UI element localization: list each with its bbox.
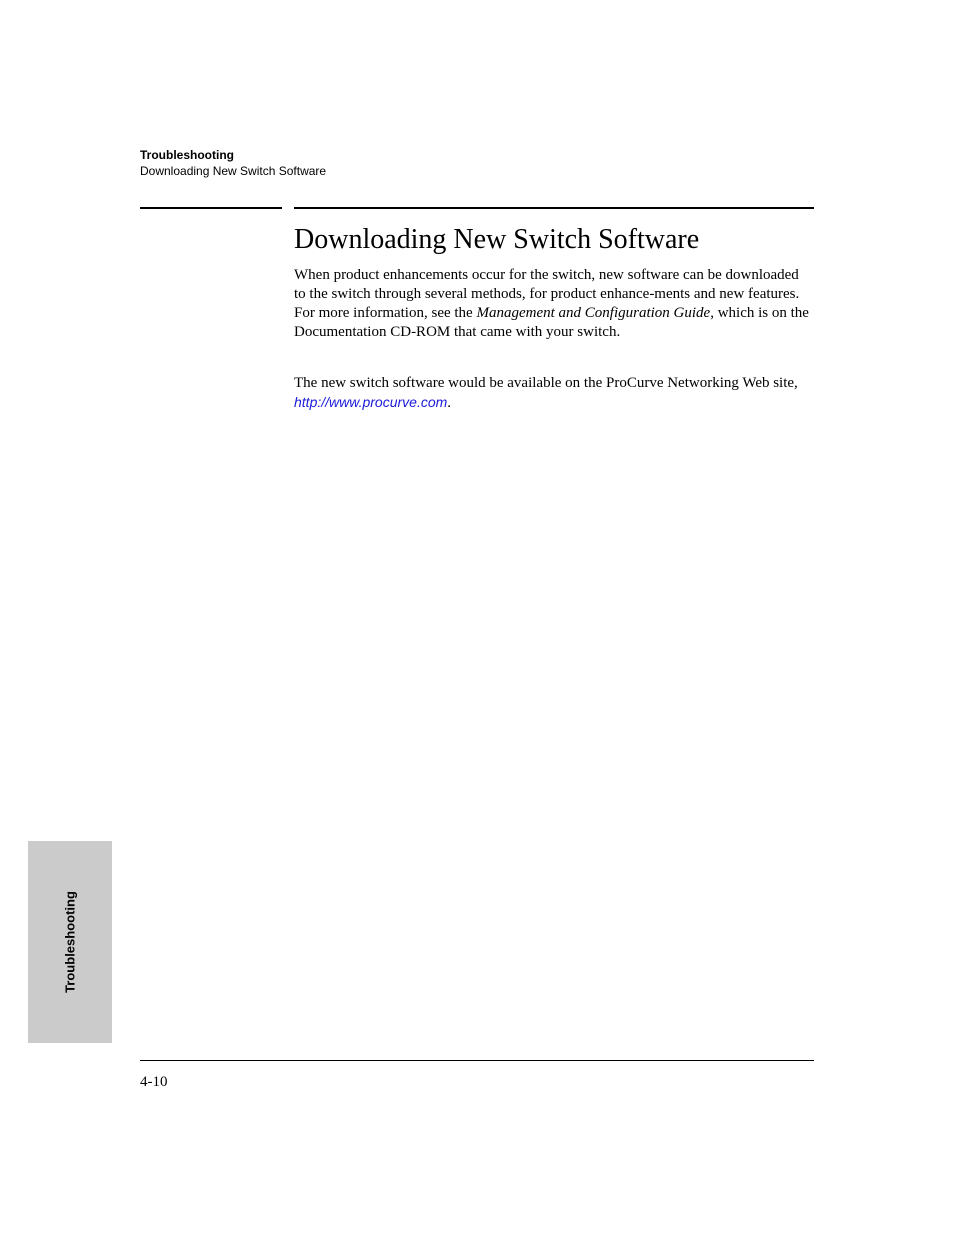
procurve-link[interactable]: http://www.procurve.com	[294, 394, 448, 410]
paragraph-2-text-end: .	[447, 395, 452, 411]
running-head-section: Downloading New Switch Software	[140, 164, 327, 178]
running-head-chapter: Troubleshooting	[140, 148, 234, 162]
running-head	[140, 147, 326, 179]
header-rule-left	[140, 207, 282, 209]
paragraph-1	[294, 266, 814, 342]
paragraph-2-text: The new switch software would be available on the ProCurve Networking Web site,	[294, 375, 798, 391]
header-rule-main	[294, 207, 814, 209]
paragraph-1-text: When product enhancements occur for the switch, new software can be downloaded to the switch through several methods, for product enhance-ments and new features. For more information, see the	[294, 267, 800, 321]
paragraph-1-text-end: , which is on the Documentation CD-ROM that came with your switch.	[294, 305, 809, 340]
page-number: 4-10	[140, 1074, 168, 1090]
section-title: Downloading New Switch Software	[294, 224, 700, 255]
guide-title: Management and Configuration Guide	[476, 305, 711, 321]
side-tab-label: Troubleshooting	[62, 891, 78, 993]
paragraph-2	[294, 374, 814, 413]
chapter-side-tab	[28, 841, 112, 1043]
footer-rule	[140, 1060, 814, 1061]
